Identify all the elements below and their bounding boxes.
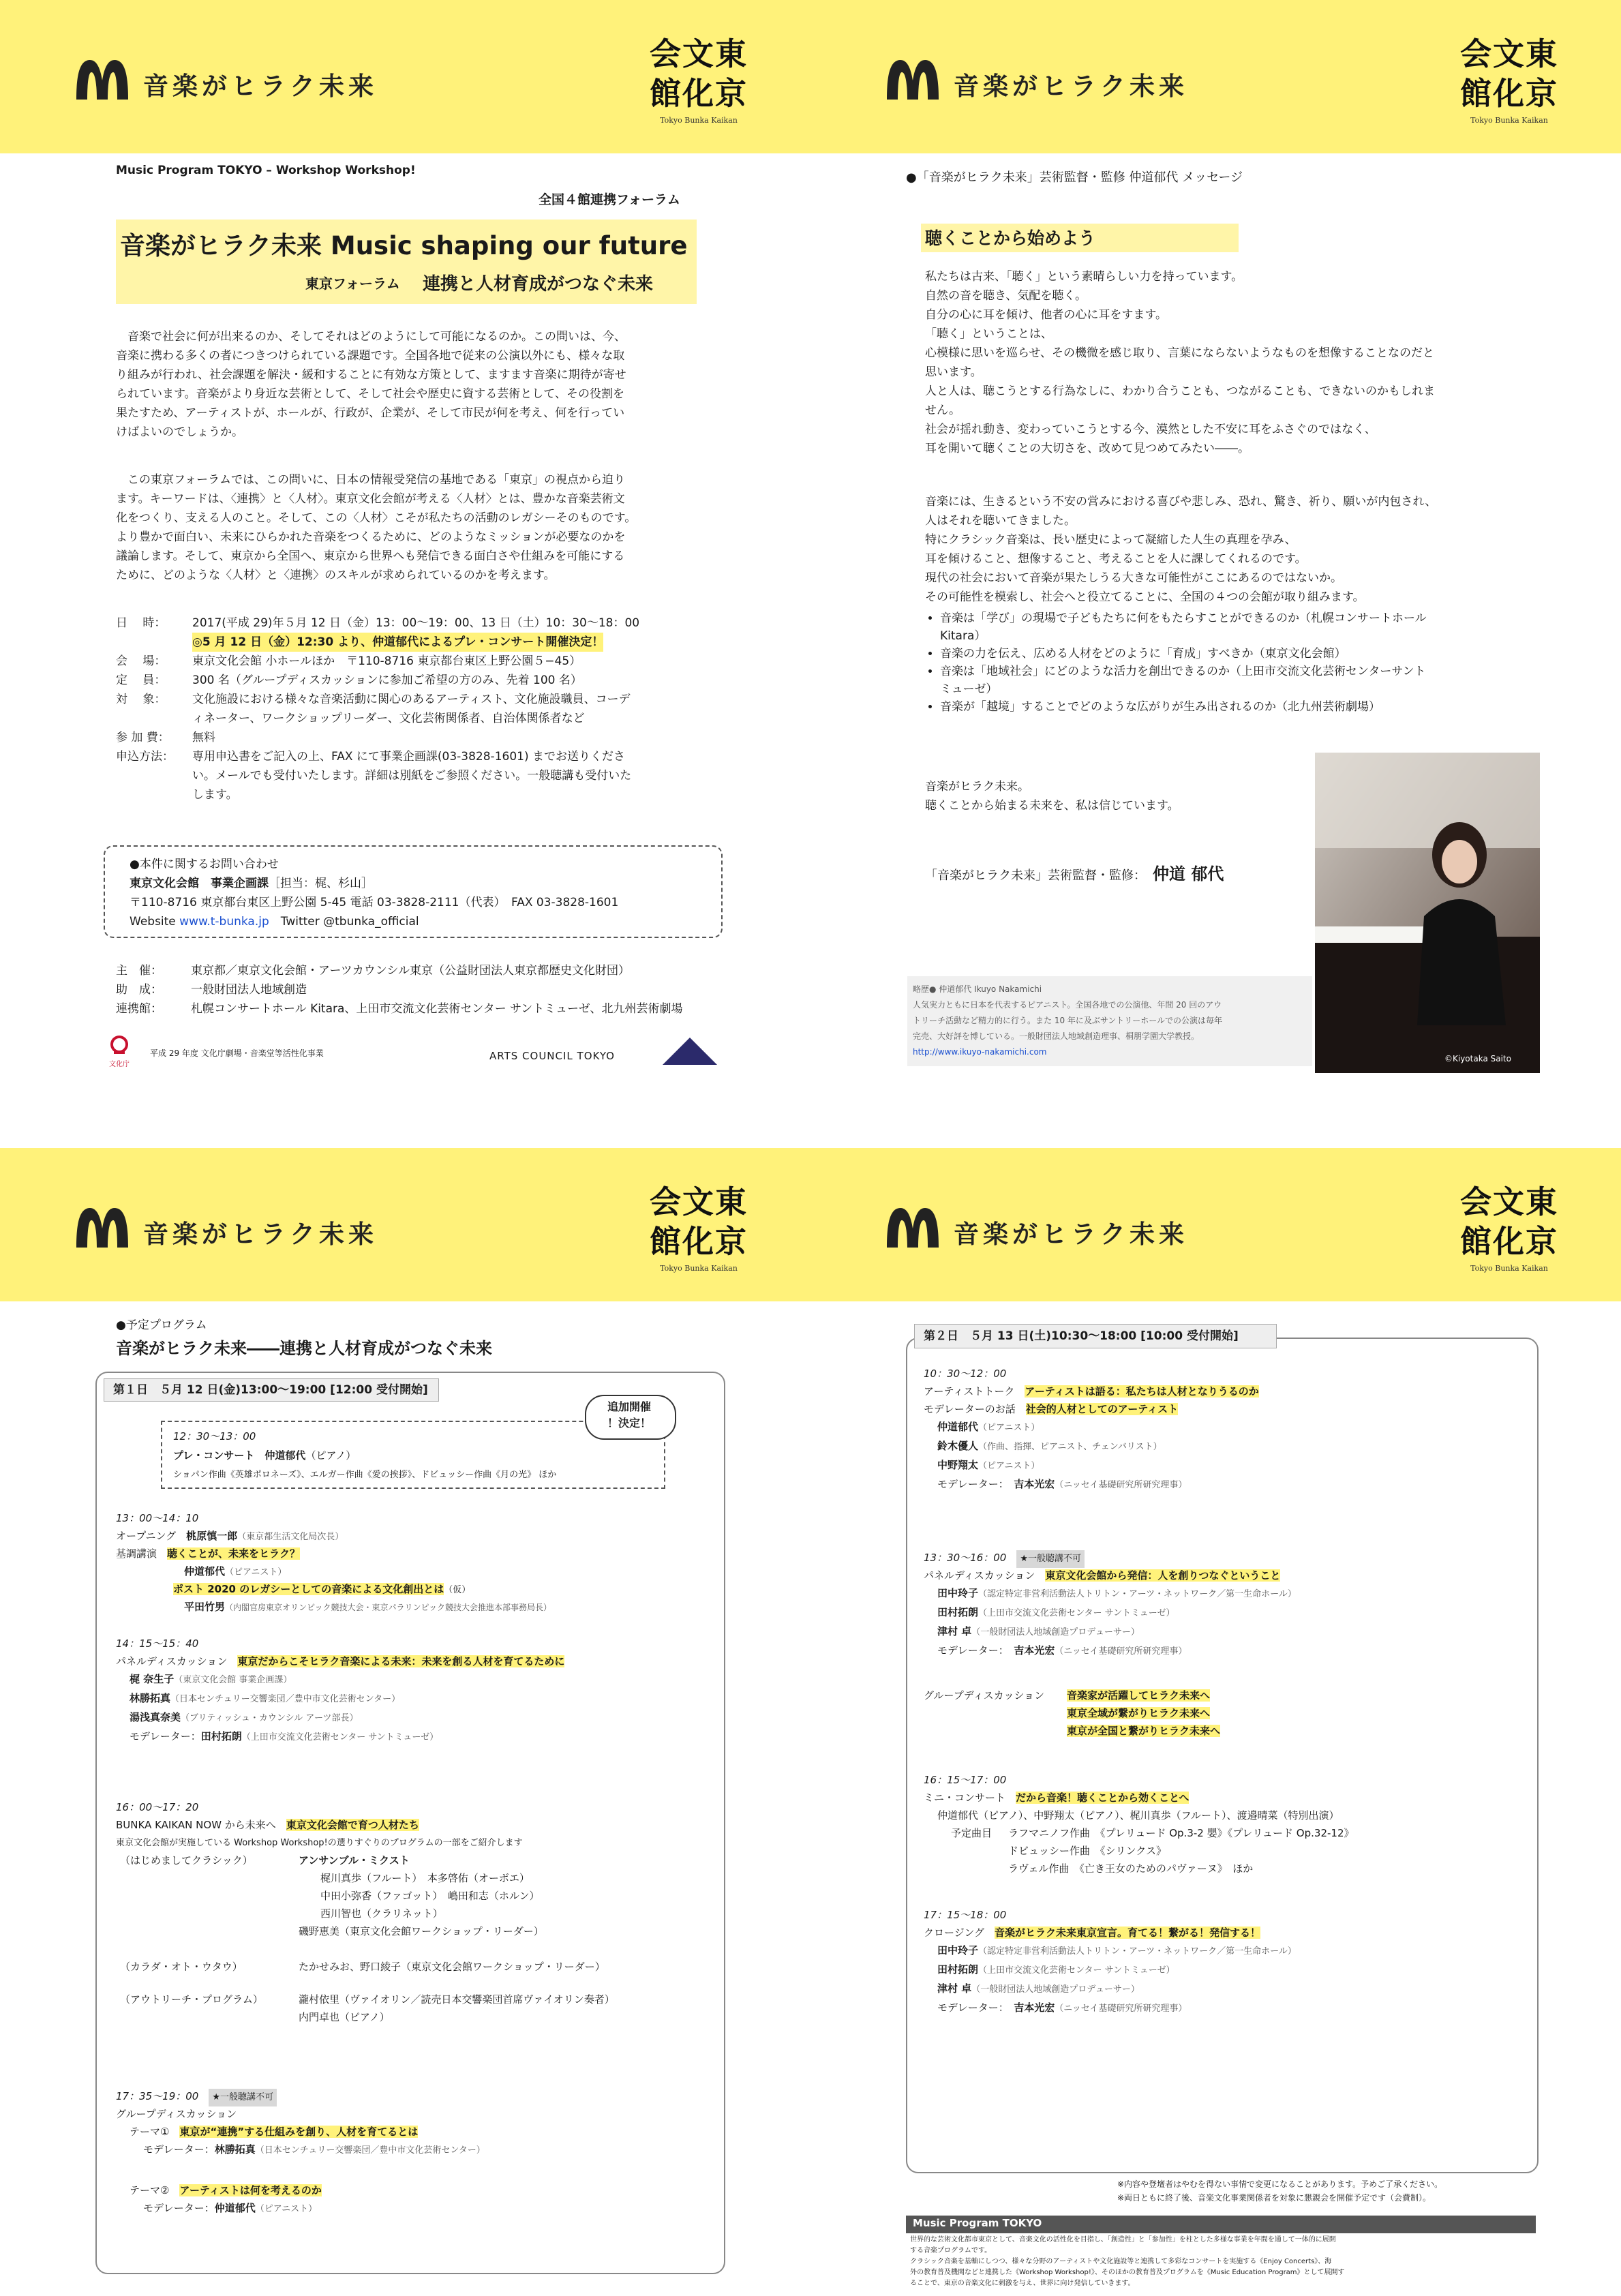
s3-leader: 磯野恵美（東京文化会館ワークショップ・リーダー） xyxy=(299,1925,544,1937)
message-line: 特にクラシック音楽は、長い歴史によって凝縮した人生の真理を孕み、 xyxy=(925,533,1297,547)
group-topic: 音楽家が活躍してヒラク未来へ xyxy=(1067,1689,1211,1702)
para-line: ために、どのような〈人材〉と〈連携〉のスキルが求められているのかを考えます。 xyxy=(116,569,556,582)
b-time: 13：30～16：00 xyxy=(924,1552,1007,1564)
s3-prefix: BUNKA KAIKAN NOW から未来へ xyxy=(116,1819,276,1831)
panelist-name: 田村拓朗 xyxy=(937,1606,979,1618)
contact-heading: ●本件に関するお問い合わせ xyxy=(130,858,279,871)
program-line: ドビュッシー作曲 《シリンクス》 xyxy=(1008,1845,1167,1857)
theme-label: テーマ② xyxy=(130,2184,170,2196)
panelist-name: 津村 卓 xyxy=(937,1982,972,1995)
detail-value: 文化施設における様々な音楽活動に関心のあるアーティスト、文化施設職員、コーデ xyxy=(192,693,631,706)
message-title: 聴くことから始めよう xyxy=(925,228,1096,248)
keynote-name: 仲道郁代 xyxy=(184,1565,226,1577)
member-line: 梶川真歩（フルート） 本多啓佑（オーボエ） xyxy=(320,1872,530,1884)
group-topic: 東京が全国と繋がりヒラク未来へ xyxy=(1067,1725,1221,1737)
para-line: 果たすため、アーティストが、ホールが、行政が、企業が、そして市民が何を考え、何を行ってい xyxy=(116,406,625,420)
a-people xyxy=(937,1418,1187,1494)
bullet-text: 音楽が「越境」することでどのような広がりが生み出されるのか（北九州芸術劇場） xyxy=(940,700,1380,714)
d-label: クロージング xyxy=(924,1927,985,1939)
mpt-line: 外の教育普及機関などと連携した《Workshop Workshop!》、そのほかの教育普及プログラムを《Music Education Program》として展開す xyxy=(910,2269,1345,2276)
pianist-photo xyxy=(1315,753,1540,1073)
detail-value: します。 xyxy=(192,788,238,802)
kaikan-name-top: 会文東 xyxy=(650,35,748,72)
program-label: ●予定プログラム xyxy=(116,1318,207,1332)
keynote-label: 基調講演 xyxy=(116,1547,157,1560)
s4-theme2 xyxy=(130,2181,322,2199)
panelist-name: 田村拓朗 xyxy=(937,1963,979,1976)
s1-opening xyxy=(116,1527,344,1546)
d-title: 音楽がヒラク未来東京宣言。育てる！繋がる！発信する！ xyxy=(995,1927,1261,1939)
contact-address: 〒110-8716 東京都台東区上野公園 5-45 電話 03-3828-2111（代表） FAX 03-3828-1601 xyxy=(130,896,619,909)
kaikan-name-top: 会文東 xyxy=(1460,35,1558,72)
panel-title: 東京だからこそヒラク音楽による未来：未来を創る人材を育てるために xyxy=(237,1655,565,1667)
org-label: 主 催： xyxy=(116,964,162,978)
para-line: より豊かで面白い、未来にひらかれた音楽をつくるために、どのようなミッションが必要なのかを xyxy=(116,530,626,544)
closing-line: 音楽がヒラク未来。 xyxy=(925,780,1029,794)
bio-line: 人気実力ともに日本を代表するピアニスト。全国各地での公演他、年間 20 回のアウ xyxy=(913,1000,1222,1010)
detail-row xyxy=(116,633,639,652)
s3-time: 16：00～17：20 xyxy=(116,1801,199,1813)
para-line: られています。音楽がより身近な芸術として、そして社会や歴史に資する芸術として、その役割を xyxy=(116,387,624,401)
detail-value: 2017(平成 29)年５月 12 日（金）13：00～19：00、13 日（土）10：30～18：00 xyxy=(192,616,640,630)
website-label: Website xyxy=(130,915,180,928)
message-line: 人はそれを聴いてきました。 xyxy=(925,514,1076,528)
intro-para-2 xyxy=(116,470,636,585)
s4-time-row xyxy=(116,2087,277,2106)
c-title-row xyxy=(924,1789,1189,1807)
bubble-line: 追加開催 xyxy=(607,1400,651,1413)
logo-text: 音楽がヒラク未来 xyxy=(143,1220,378,1249)
detail-value: 300 名（グループディスカッションに参加ご希望の方のみ、先着 100 名） xyxy=(192,674,582,687)
program-line: ラヴェル作曲 《亡き王女のためのパヴァーヌ》 ほか xyxy=(1008,1862,1254,1875)
group-topic: 東京全域が繋がりヒラク未来へ xyxy=(1067,1707,1211,1719)
b-time-row xyxy=(924,1549,1085,1568)
outreach-line: 内門卓也（ピアノ） xyxy=(299,2011,390,2023)
kaikan-en: Tokyo Bunka Kaikan xyxy=(660,1264,738,1273)
moderator-role: （ピアニスト） xyxy=(255,2204,318,2214)
panelist-role: （上田市交流文化芸術センター サントミューゼ） xyxy=(978,1608,1175,1618)
contact-person: ［担当：梶、杉山］ xyxy=(269,877,373,890)
a-title-row xyxy=(924,1383,1259,1400)
moderator-role: （上田市交流文化芸術センター サントミューゼ） xyxy=(241,1732,439,1742)
pre-role: （ピアノ） xyxy=(305,1449,357,1462)
a-time: 10：30～12：00 xyxy=(924,1368,1007,1380)
panelist-name: 津村 卓 xyxy=(937,1625,972,1637)
para-line: 音楽に携わる多くの者につきつけられている課題です。全国各地で従来の公演以外にも、様々な取 xyxy=(116,349,625,363)
s1-talk-speaker xyxy=(184,1598,551,1616)
bio-link[interactable]: http://www.ikuyo-nakamichi.com xyxy=(913,1047,1047,1057)
panelist-role: （ブリティッシュ・カウンシル アーツ部長） xyxy=(181,1713,359,1723)
mpt-line: 世界的な芸術文化都市東京として、音楽文化の活性化を目指し、「創造性」と「参加性」を柱とした多様な事業を年間を通して一体的に展開 xyxy=(910,2236,1336,2244)
intro-para-1 xyxy=(116,327,626,442)
bullet-text: ミューゼ） xyxy=(940,682,998,696)
kaikan-en: Tokyo Bunka Kaikan xyxy=(1470,1264,1548,1273)
kaikan-name-bottom: 館化京 xyxy=(650,1223,748,1260)
detail-row xyxy=(116,747,639,804)
message-line: 心模様に思いを巡らせ、その機微を感じ取り、言葉にならないようなものを想像することなのだと xyxy=(925,346,1434,360)
note-line: ※内容や登壇者はやむを得ない事情で変更になることがあります。予めご了承ください。 xyxy=(1117,2179,1443,2189)
arts-council-logo-icon xyxy=(661,1036,718,1066)
moderator-role: （日本センチュリー交響楽団／豊中市文化芸術センター） xyxy=(255,2145,485,2156)
outreach-line: 瀧村依里（ヴァイオリン／読売日本交響楽団首席ヴァイオリン奏者） xyxy=(299,1993,615,2006)
moderator-role: （ニッセイ基礎研究所研究理事） xyxy=(1055,2004,1187,2014)
message-line: 自然の音を聴き、気配を聴く。 xyxy=(925,289,1087,303)
para-line: り組みが行われ、社会課題を解決・緩和することに有効な方策として、ますます音楽に期待が寄せ xyxy=(116,368,626,382)
talk-role: （内閣官房東京オリンピック競技大会・東京パラリンピック競技大会推進本部事務局長） xyxy=(225,1603,552,1612)
s4-theme2-mod xyxy=(143,2199,317,2218)
message-line: 耳を開いて聴くことの大切さを、改めて見つめてみたい――。 xyxy=(925,442,1249,455)
member-line: 中田小弥香（ファゴット） 嶋田和志（ホルン） xyxy=(320,1890,540,1902)
bullet-text: 音楽は「学び」の現場で子どもたちに何をもたらすことができるのか（札幌コンサートホール xyxy=(940,611,1427,625)
event-details xyxy=(116,614,639,804)
detail-label: 対 象： xyxy=(116,693,166,706)
artist-role: （ピアニスト） xyxy=(978,1423,1040,1433)
talk-tentative: （仮） xyxy=(444,1585,471,1595)
bullet-text: Kitara） xyxy=(940,629,986,643)
panelist-role: （一般財団法人地域創造プロデューサー） xyxy=(971,1984,1140,1995)
panelist-name: 梶 奈生子 xyxy=(130,1673,175,1685)
program-line: ラフマニノフ作曲 《プレリュード Op.3-2 嬰》《プレリュード Op.32-12》 xyxy=(1008,1827,1354,1839)
mpt-line: クラシック音楽を基軸にしつつ、様々な分野のアーティストや文化施設等と連携して多彩なコンサートを実施する《Enjoy Concerts》、海 xyxy=(910,2258,1332,2265)
moderator-label: モデレーター： xyxy=(143,2202,215,2214)
detail-value: ィネーター、ワークショップリーダー、文化芸術関係者、自治体関係者など xyxy=(192,712,585,725)
org-label: 連携館： xyxy=(116,1002,162,1016)
message-line: その可能性を模索し、社会へと役立てることに、全国の４つの会館が取り組みます。 xyxy=(925,590,1365,604)
subtitle-small: 東京フォーラム xyxy=(305,275,400,292)
s4-label: グループディスカッション xyxy=(116,2108,237,2120)
c-program xyxy=(1008,1824,1354,1877)
moderator-label: モデレーター： xyxy=(937,1644,1004,1657)
b-group-topics xyxy=(1067,1687,1220,1740)
artist-name: 鈴木優人 xyxy=(937,1440,979,1452)
message-line: 私たちは古来、「聴く」という素晴らしい力を持っています。 xyxy=(925,270,1243,284)
a-label: アーティストトーク xyxy=(924,1385,1015,1398)
a-sub-row xyxy=(924,1400,1178,1418)
message-line: 思います。 xyxy=(925,365,982,379)
main-title: 音楽がヒラク未来 Music shaping our future xyxy=(120,231,688,260)
b-title-row xyxy=(924,1567,1280,1584)
kaikan-name-top: 会文東 xyxy=(650,1183,748,1220)
message-line: 社会が揺れ動き、変わっていこうとする今、漠然とした不安に耳をふさぐのではなく、 xyxy=(925,423,1376,436)
artist-role: （ピアニスト） xyxy=(978,1461,1040,1471)
page-3 xyxy=(0,1148,810,2296)
s3-members xyxy=(320,1869,540,1922)
c-label: ミニ・コンサート xyxy=(924,1792,1006,1804)
bullet-item xyxy=(940,609,1539,645)
panelist-role: （一般財団法人地域創造プロデューサー） xyxy=(971,1627,1140,1637)
day1-header: 第１日 ５月 12 日(金)13:00～19:00 [12:00 受付開始] xyxy=(113,1383,428,1397)
twitter-handle: Twitter @tbunka_official xyxy=(269,915,419,928)
c-time: 16：15～17：00 xyxy=(924,1774,1007,1786)
opening-label: オープニング xyxy=(116,1530,177,1542)
s3-outreach: （アウトリーチ・プログラム） xyxy=(120,1993,263,2006)
a-title: アーティストは語る：私たちは人材となりうるのか xyxy=(1025,1385,1259,1398)
b-label: パネルディスカッション xyxy=(924,1569,1035,1582)
d-people xyxy=(937,1942,1297,2018)
c-performers: 仲道郁代（ピアノ）、中野翔太（ピアノ）、梶川真歩（フルート）、渡邉晴菜（特別出演） xyxy=(937,1809,1339,1822)
pre-name: 仲道郁代 xyxy=(264,1449,306,1462)
header-band xyxy=(810,0,1621,153)
detail-row xyxy=(116,671,639,690)
moderator-name: 田村拓朗 xyxy=(200,1730,242,1742)
program-label: Music Program TOKYO – Workshop Workshop! xyxy=(116,164,416,177)
message-heading: ●「音楽がヒラク未来」芸術監督・監修 仲道郁代 メッセージ xyxy=(906,170,1243,185)
bio-line: 略歴● 仲道郁代 Ikuyo Nakamichi xyxy=(913,984,1042,994)
tokyo-bunka-kaikan-logo xyxy=(1458,1182,1560,1273)
detail-value: い。メールでも受付いたします。詳細は別紙をご参照ください。一般聴講も受付いた xyxy=(192,769,632,783)
bubble-text xyxy=(594,1399,664,1432)
para-line: 議論します。そして、東京から全国へ、東京から世界へも発信できる面白さや仕組みを可能にする xyxy=(116,549,625,563)
s1-talk xyxy=(173,1580,470,1599)
message-body-2 xyxy=(925,492,1436,607)
s3-outreach-people xyxy=(299,1991,615,2026)
s4-time: 17：35～19：00 xyxy=(116,2090,199,2102)
contact-info xyxy=(130,855,618,931)
message-line: 人と人は、聴こうとする行為なしに、わかり合うことも、つながることも、できないのかもしれま xyxy=(925,384,1435,398)
theme-label: テーマ① xyxy=(130,2126,170,2138)
forum-label: 全国４館連携フォーラム xyxy=(539,192,680,207)
s1-time: 13：00～14：10 xyxy=(116,1512,199,1524)
artist-name: 中野翔太 xyxy=(937,1459,979,1471)
s3-ensemble: アンサンブル・ミクスト xyxy=(299,1854,410,1867)
panel-label: パネルディスカッション xyxy=(116,1655,228,1667)
photo-credit: ©Kiyotaka Saito xyxy=(1444,1054,1511,1063)
detail-value: 無料 xyxy=(192,731,215,744)
moderator-name: 吉本光宏 xyxy=(1014,2002,1055,2014)
mpt-line: する音楽プログラムです。 xyxy=(910,2247,992,2254)
panelist-name: 田中玲子 xyxy=(937,1587,979,1599)
bunkacho-logo-icon xyxy=(108,1035,131,1055)
kaikan-name-bottom: 館化京 xyxy=(650,75,748,112)
s2-time: 14：15～15：40 xyxy=(116,1637,199,1650)
s1-keynote-speaker xyxy=(184,1562,286,1582)
s3-hajimete: （はじめましてクラシック） xyxy=(120,1854,253,1867)
s4-theme1 xyxy=(130,2123,418,2141)
panelist-role: （東京文化会館 事業企画課） xyxy=(174,1675,292,1685)
s3-karada-people: たかせみお、野口綾子（東京文化会館ワークショップ・リーダー） xyxy=(299,1961,605,1973)
org-value: 一般財団法人地域創造 xyxy=(191,983,307,997)
para-line: けばよいのでしょうか。 xyxy=(116,425,243,439)
signature-name: 仲道 郁代 xyxy=(1153,864,1224,883)
theme-title: アーティストは何を考えるのか xyxy=(179,2184,322,2196)
notes xyxy=(1117,2177,1442,2205)
detail-label: 参 加 費： xyxy=(116,731,170,744)
panelist-role: （認定特定非営利活動法人トリトン・アーツ・ネットワーク／第一生命ホール） xyxy=(978,1589,1297,1599)
artist-role: （作曲、指揮、ピアニスト、チェンバリスト） xyxy=(978,1442,1162,1452)
pre-title: プレ・コンサート xyxy=(173,1449,255,1462)
theme-title: 東京が“連携”する仕組みを創り、人材を育てるとは xyxy=(179,2126,419,2138)
page-2 xyxy=(810,0,1621,1148)
s3-title: 東京文化会館で育つ人材たち xyxy=(286,1819,419,1831)
detail-label: 会 場： xyxy=(116,654,166,668)
page-1 xyxy=(0,0,810,1148)
header-band xyxy=(0,0,810,153)
detail-row xyxy=(116,652,639,671)
tokyo-bunka-kaikan-logo xyxy=(1458,34,1560,125)
message-line: 現代の社会において音楽が果たしうる大きな可能性がここにあるのではないか。 xyxy=(925,571,1342,585)
mpt-title: Music Program TOKYO xyxy=(913,2217,1042,2229)
page-4 xyxy=(810,1148,1621,2296)
organizers xyxy=(116,961,682,1018)
c-title: だから音楽！聴くことから効くことへ xyxy=(1016,1792,1190,1804)
s1-keynote xyxy=(116,1545,300,1562)
message-line: 自分の心に耳を傾け、他者の心に耳をすます。 xyxy=(925,308,1167,322)
para-line: ます。キーワードは、〈連携〉と〈人材〉。東京文化会館が考える〈人材〉とは、豊かな音楽芸術文 xyxy=(116,492,625,506)
moderator-name: 仲道郁代 xyxy=(214,2202,256,2214)
footer-note: 平成 29 年度 文化庁劇場・音楽堂等活性化事業 xyxy=(150,1048,324,1058)
bullet-item xyxy=(940,698,1539,716)
bullet-item xyxy=(940,663,1539,698)
moderator-name: 林勝拓真 xyxy=(214,2143,256,2156)
kaikan-name-bottom: 館化京 xyxy=(1460,1223,1558,1260)
detail-value: 東京文化会館 小ホールほか 〒110-8716 東京都台東区上野公園５−45） xyxy=(192,654,581,668)
kaikan-en: Tokyo Bunka Kaikan xyxy=(1470,116,1548,125)
panelist-role: （上田市交流文化芸術センター サントミューゼ） xyxy=(978,1965,1175,1976)
pre-concert-notice: ◎5 月 12 日（金）12:30 より、仲道郁代によるプレ・コンサート開催決定！ xyxy=(192,633,603,652)
s3-note: 東京文化会館が実施している Workshop Workshop!の選りすぐりのプログラムの一部をご紹介します xyxy=(116,1838,523,1848)
kaikan-name-bottom: 館化京 xyxy=(1460,75,1558,112)
ongaku-logo-icon xyxy=(884,1204,941,1250)
pre-detail: ショパン作曲《英雄ポロネーズ》、エルガー作曲《愛の挨拶》、ドビュッシー作曲《月の光》 ほか xyxy=(173,1470,557,1480)
b-title: 東京文化会館から発信：人を創りつなぐということ xyxy=(1045,1569,1281,1582)
closing-line: 聴くことから始まる未来を、私は信じています。 xyxy=(925,799,1179,813)
arts-council-label: ARTS COUNCIL TOKYO xyxy=(489,1050,615,1062)
message-line: せん。 xyxy=(925,404,961,417)
talk-title: ポスト 2020 のレガシーとしての音楽による文化創出とは xyxy=(173,1583,444,1595)
d-time: 17：15～18：00 xyxy=(924,1909,1007,1921)
detail-label: 定 員： xyxy=(116,674,166,687)
s2-people xyxy=(130,1670,438,1747)
bio-text xyxy=(913,982,1222,1060)
website-link[interactable]: www.t-bunka.jp xyxy=(179,915,269,928)
detail-row xyxy=(116,614,639,633)
message-bullets xyxy=(925,609,1539,716)
moderator-label: モデレーター： xyxy=(937,2002,1004,2014)
tokyo-bunka-kaikan-logo xyxy=(648,34,750,125)
bullet-text: 音楽の力を伝え、広める人材をどのように「育成」すべきか（東京文化会館） xyxy=(940,647,1346,661)
panelist-role: （日本センチュリー交響楽団／豊中市文化芸術センター） xyxy=(170,1694,401,1704)
mpt-line: ることで、東京の音楽文化に刺激を与え、世界に向け発信していきます。 xyxy=(910,2280,1135,2287)
closing-lines xyxy=(925,777,1179,815)
para-line: 音楽で社会に何が出来るのか、そしてそれはどのようにして可能になるのか。この問いは、今、 xyxy=(116,330,626,344)
para-line: この東京フォーラムでは、この問いに、日本の情報受発信の基地である「東京」の視点から迫り xyxy=(116,473,625,487)
logo-text: 音楽がヒラク未来 xyxy=(143,72,378,101)
ongaku-logo-icon xyxy=(74,1204,131,1250)
ongaku-logo-icon xyxy=(74,56,131,102)
s3-karada: （カラダ・オト・ウタウ） xyxy=(120,1961,243,1973)
s2-title-row xyxy=(116,1652,564,1670)
detail-row xyxy=(116,690,639,728)
para-line: 化をつくり、支える人のこと。そして、この〈人材〉こそが私たちの活動のレガシーそのものです。 xyxy=(116,511,637,525)
opening-name: 桃原慎一郎 xyxy=(186,1530,238,1542)
panelist-name: 林勝拓真 xyxy=(130,1692,171,1704)
b-people xyxy=(937,1584,1297,1661)
s3-title-row xyxy=(116,1816,419,1834)
moderator-name: 吉本光宏 xyxy=(1014,1644,1055,1657)
a-sub-label: モデレーターのお話 xyxy=(924,1403,1016,1415)
b-group-label: グループディスカッション xyxy=(924,1689,1045,1702)
bullet-item xyxy=(940,645,1539,663)
detail-row xyxy=(116,728,639,747)
moderator-label: モデレーター： xyxy=(130,1730,201,1742)
detail-value: 専用申込書をご記入の上、FAX にて事業企画課(03-3828-1601) までお送りくださ xyxy=(192,750,625,764)
header-band xyxy=(0,1148,810,1301)
moderator-role: （ニッセイ基礎研究所研究理事） xyxy=(1055,1646,1187,1657)
d-title-row xyxy=(924,1924,1260,1942)
signature-label: 「音楽がヒラク未来」芸術監督・監修： xyxy=(925,868,1146,883)
org-value: 札幌コンサートホール Kitara、上田市交流文化芸術センター サントミューゼ、北九州芸術劇場 xyxy=(191,1002,683,1016)
message-line: 耳を傾けること、想像すること、考えることを人に課してくれるのです。 xyxy=(925,552,1307,566)
message-body-1 xyxy=(925,267,1435,458)
logo-text: 音楽がヒラク未来 xyxy=(954,1220,1188,1249)
bio-line: 完売、大好評を博している。一般財団法人地域創造理事、桐朋学園大学教授。 xyxy=(913,1031,1200,1041)
program-title: 音楽がヒラク未来――連携と人材育成がつなぐ未来 xyxy=(116,1339,492,1358)
c-program-label: 予定曲目 xyxy=(951,1827,993,1839)
restricted-tag: ★一般聴講不可 xyxy=(209,2089,277,2106)
panelist-name: 田中玲子 xyxy=(937,1944,979,1957)
talk-name: 平田竹男 xyxy=(184,1601,226,1613)
header-band xyxy=(810,1148,1621,1301)
bunkacho-label: 文化庁 xyxy=(109,1061,130,1068)
note-line: ※両日ともに終了後、音楽文化事業関係者を対象に懇親会を開催予定です（会費制）。 xyxy=(1117,2193,1431,2203)
detail-label xyxy=(116,633,192,652)
subtitle: 連携と人材育成がつなぐ未来 xyxy=(423,274,654,294)
moderator-role: （ニッセイ基礎研究所研究理事） xyxy=(1055,1480,1187,1490)
bubble-line: ！決定！ xyxy=(607,1417,651,1430)
s4-theme1-mod xyxy=(143,2141,485,2160)
artist-name: 仲道郁代 xyxy=(937,1421,979,1433)
kaikan-name-top: 会文東 xyxy=(1460,1183,1558,1220)
detail-label: 申込方法： xyxy=(116,750,174,764)
panelist-role: （認定特定非営利活動法人トリトン・アーツ・ネットワーク／第一生命ホール） xyxy=(978,1946,1297,1957)
panelist-name: 湯浅真奈美 xyxy=(130,1711,181,1723)
moderator-label: モデレーター： xyxy=(937,1478,1004,1490)
keynote-role: （ピアニスト） xyxy=(225,1567,287,1577)
message-line: 「聴く」ということは、 xyxy=(925,327,1052,341)
pre-title-row xyxy=(173,1447,356,1464)
detail-label: 日 時： xyxy=(116,616,166,630)
pre-time: 12：30～13：00 xyxy=(173,1430,256,1442)
day2-header: 第２日 ５月 13 日(土)10:30～18:00 [10:00 受付開始] xyxy=(924,1329,1239,1343)
bullet-text: 音楽は「地域社会」にどのような活力を創出できるのか（上田市交流文化芸術センターサント xyxy=(940,665,1426,678)
kaikan-en: Tokyo Bunka Kaikan xyxy=(660,116,738,125)
mpt-body xyxy=(910,2235,1345,2289)
signature xyxy=(925,860,1224,884)
a-sub: 社会的人材としてのアーティスト xyxy=(1025,1403,1179,1415)
ongaku-logo-icon xyxy=(884,56,941,102)
org-value: 東京都／東京文化会館・アーツカウンシル東京（公益財団法人東京都歴史文化財団） xyxy=(191,964,630,978)
bio-line: トリーチ活動など精力的に行う。また 10 年に及ぶサントリーホールでの公演は毎年 xyxy=(913,1016,1223,1025)
moderator-name: 吉本光宏 xyxy=(1014,1478,1055,1490)
moderator-label: モデレーター： xyxy=(143,2143,215,2156)
logo-text: 音楽がヒラク未来 xyxy=(954,72,1188,101)
message-line: 音楽には、生きるという不安の営みにおける喜びや悲しみ、恐れ、驚き、祈り、願いが内包され、 xyxy=(925,495,1437,509)
tokyo-bunka-kaikan-logo xyxy=(648,1182,750,1273)
opening-role: （東京都生活文化局次長） xyxy=(237,1532,344,1542)
keynote-title: 聴くことが、未来をヒラク？ xyxy=(167,1547,301,1560)
contact-org: 東京文化会館 事業企画課 xyxy=(130,877,269,890)
member-line: 西川智也（クラリネット） xyxy=(320,1907,443,1920)
restricted-tag: ★一般聴講不可 xyxy=(1016,1550,1085,1568)
org-label: 助 成： xyxy=(116,983,162,997)
